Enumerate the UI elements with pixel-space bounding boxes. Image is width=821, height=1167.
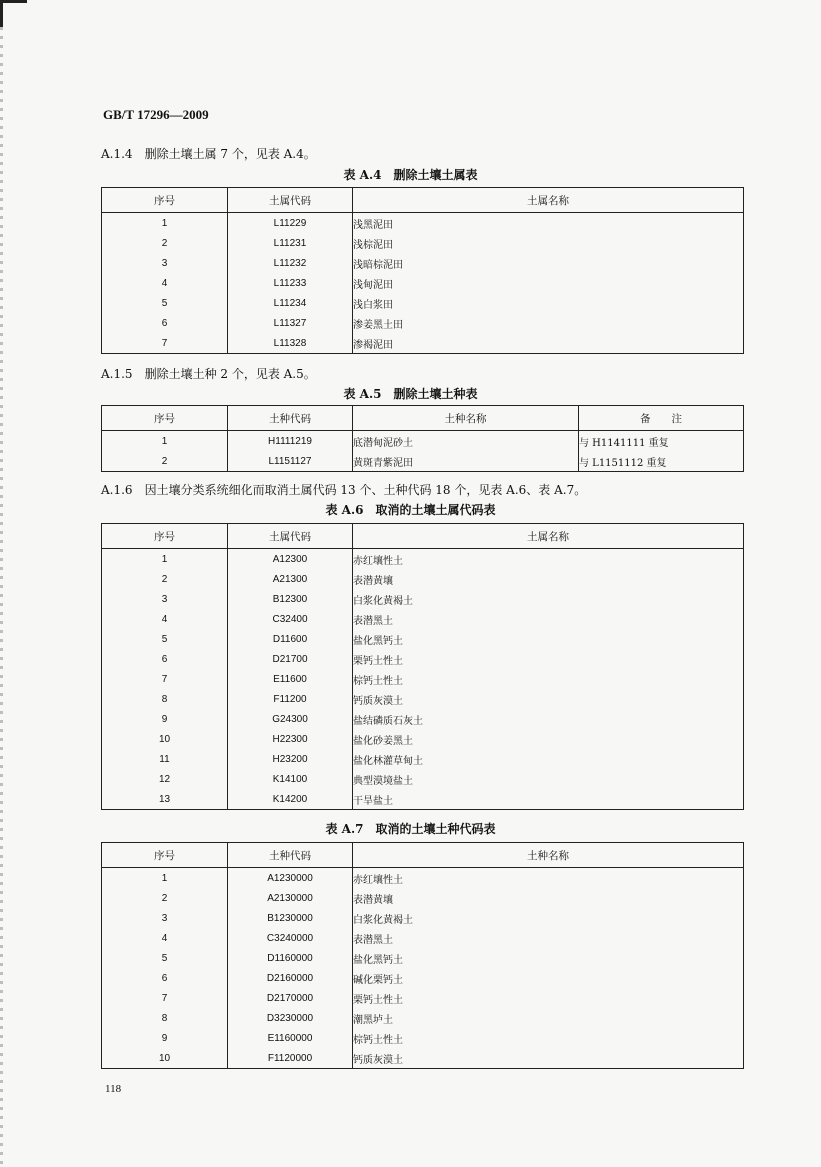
table-row (102, 1008, 744, 1028)
table-a6-caption: 表 A.6 取消的土壤土属代码表 (325, 503, 496, 517)
table-header-row (102, 188, 744, 213)
cell-name: 表潜黄壤 (353, 569, 744, 589)
cell-name: 棕钙土性土 (353, 669, 744, 689)
cell-seq: 13 (102, 789, 228, 810)
cell-seq: 2 (102, 888, 228, 908)
cell-name: 棕钙土性土 (353, 1028, 744, 1048)
cell-seq: 10 (102, 1048, 228, 1069)
table-row (102, 569, 744, 589)
table-a4-caption: 表 A.4 删除土壤土属表 (343, 168, 478, 182)
cell-name: 白浆化黄褐土 (353, 908, 744, 928)
table-row (102, 749, 744, 769)
cell-name: 潮黑垆土 (353, 1008, 744, 1028)
cell-name: 渗褐泥田 (353, 333, 744, 354)
cell-seq: 8 (102, 1008, 228, 1028)
cell-name: 赤红壤性土 (353, 868, 744, 889)
cell-seq: 1 (102, 431, 228, 452)
cell-name: 渗姜黑土田 (353, 313, 744, 333)
table-row (102, 928, 744, 948)
cell-code: B12300 (228, 589, 353, 609)
section-a14-text: A.1.4 删除土壤土属 7 个，见表 A.4。 (101, 147, 316, 161)
table-row (102, 333, 744, 354)
cell-code: E1160000 (228, 1028, 353, 1048)
table-row (102, 549, 744, 570)
cell-code: F1120000 (228, 1048, 353, 1069)
table-header-row (102, 406, 744, 431)
table-row (102, 888, 744, 908)
header-name: 土属名称 (353, 524, 744, 549)
cell-name: 盐化林灌草甸土 (353, 749, 744, 769)
cell-note: 与 H1141111 重复 (579, 431, 744, 452)
header-code: 土属代码 (228, 524, 353, 549)
cell-name: 浅黑泥田 (353, 213, 744, 234)
cell-seq: 6 (102, 313, 228, 333)
table-row (102, 213, 744, 234)
cell-name: 底潜甸泥砂土 (353, 431, 579, 452)
cell-name: 栗钙土性土 (353, 649, 744, 669)
cell-seq: 1 (102, 213, 228, 234)
table-a4 (101, 187, 744, 354)
cell-seq: 2 (102, 569, 228, 589)
table-row (102, 908, 744, 928)
cell-seq: 1 (102, 868, 228, 889)
cell-code: K14200 (228, 789, 353, 810)
table-row (102, 431, 744, 452)
table-row (102, 769, 744, 789)
cell-seq: 5 (102, 629, 228, 649)
cell-seq: 7 (102, 988, 228, 1008)
cell-seq: 12 (102, 769, 228, 789)
table-a7 (101, 842, 744, 1069)
cell-seq: 3 (102, 908, 228, 928)
table-row (102, 1048, 744, 1069)
cell-seq: 2 (102, 233, 228, 253)
table-row (102, 589, 744, 609)
cell-seq: 8 (102, 689, 228, 709)
section-a15-text: A.1.5 删除土壤土种 2 个，见表 A.5。 (101, 367, 316, 381)
cell-seq: 6 (102, 649, 228, 669)
cell-name: 碱化栗钙土 (353, 968, 744, 988)
cell-seq: 9 (102, 709, 228, 729)
cell-code: H22300 (228, 729, 353, 749)
table-row (102, 629, 744, 649)
cell-seq: 4 (102, 273, 228, 293)
table-row (102, 988, 744, 1008)
table-row (102, 948, 744, 968)
cell-code: E11600 (228, 669, 353, 689)
header-code: 土种代码 (228, 406, 353, 431)
cell-seq: 3 (102, 253, 228, 273)
cell-code: F11200 (228, 689, 353, 709)
header-code: 土种代码 (228, 843, 353, 868)
cell-code: A1230000 (228, 868, 353, 889)
header-seq: 序号 (102, 843, 228, 868)
cell-name: 浅棕泥田 (353, 233, 744, 253)
header-seq: 序号 (102, 524, 228, 549)
cell-seq: 6 (102, 968, 228, 988)
table-header-row (102, 524, 744, 549)
table-row (102, 669, 744, 689)
table-row (102, 689, 744, 709)
cell-code: L11231 (228, 233, 353, 253)
cell-code: L11327 (228, 313, 353, 333)
cell-code: L1151127 (228, 451, 353, 472)
cell-name: 盐化砂姜黑土 (353, 729, 744, 749)
cell-note: 与 L1151112 重复 (579, 451, 744, 472)
cell-name: 盐化黑钙土 (353, 629, 744, 649)
table-row (102, 273, 744, 293)
cell-code: C32400 (228, 609, 353, 629)
cell-code: L11233 (228, 273, 353, 293)
cell-code: A21300 (228, 569, 353, 589)
cell-seq: 7 (102, 669, 228, 689)
table-a5-caption: 表 A.5 删除土壤土种表 (343, 387, 478, 401)
cell-name: 浅白浆田 (353, 293, 744, 313)
cell-code: D3230000 (228, 1008, 353, 1028)
cell-seq: 11 (102, 749, 228, 769)
cell-code: D2170000 (228, 988, 353, 1008)
cell-name: 表潜黄壤 (353, 888, 744, 908)
table-a6 (101, 523, 744, 810)
header-name: 土属名称 (353, 188, 744, 213)
cell-name: 白浆化黄褐土 (353, 589, 744, 609)
header-seq: 序号 (102, 406, 228, 431)
cell-seq: 2 (102, 451, 228, 472)
cell-seq: 5 (102, 948, 228, 968)
table-row (102, 253, 744, 273)
cell-code: A2130000 (228, 888, 353, 908)
cell-name: 盐结磷质石灰土 (353, 709, 744, 729)
table-row (102, 451, 744, 472)
cell-code: D21700 (228, 649, 353, 669)
header-name: 土种名称 (353, 406, 579, 431)
table-row (102, 868, 744, 889)
cell-code: H1111219 (228, 431, 353, 452)
standard-code: GB/T 17296—2009 (103, 107, 209, 122)
cell-code: D11600 (228, 629, 353, 649)
table-row (102, 313, 744, 333)
page-number: 118 (105, 1083, 122, 1095)
cell-code: C3240000 (228, 928, 353, 948)
cell-name: 栗钙土性土 (353, 988, 744, 1008)
header-code: 土属代码 (228, 188, 353, 213)
cell-seq: 5 (102, 293, 228, 313)
cell-code: L11232 (228, 253, 353, 273)
cell-seq: 4 (102, 609, 228, 629)
table-a7-caption: 表 A.7 取消的土壤土种代码表 (325, 822, 496, 836)
header-name: 土种名称 (353, 843, 744, 868)
cell-seq: 3 (102, 589, 228, 609)
cell-code: B1230000 (228, 908, 353, 928)
cell-seq: 1 (102, 549, 228, 570)
table-row (102, 709, 744, 729)
table-a5 (101, 405, 744, 472)
header-note: 备 注 (579, 406, 744, 431)
table-row (102, 729, 744, 749)
cell-name: 钙质灰漠土 (353, 689, 744, 709)
cell-seq: 7 (102, 333, 228, 354)
scan-corner-mark (0, 0, 27, 27)
cell-code: G24300 (228, 709, 353, 729)
section-a16-text: A.1.6 因土壤分类系统细化而取消土属代码 13 个、土种代码 18 个，见表 A.6、表 A.7。 (101, 483, 587, 497)
cell-code: L11328 (228, 333, 353, 354)
cell-code: L11229 (228, 213, 353, 234)
table-row (102, 968, 744, 988)
cell-name: 浅暗棕泥田 (353, 253, 744, 273)
cell-name: 盐化黑钙土 (353, 948, 744, 968)
cell-name: 黄斑青紫泥田 (353, 451, 579, 472)
table-header-row (102, 843, 744, 868)
table-row (102, 233, 744, 253)
cell-code: H23200 (228, 749, 353, 769)
header-seq: 序号 (102, 188, 228, 213)
cell-name: 赤红壤性土 (353, 549, 744, 570)
table-row (102, 1028, 744, 1048)
cell-name: 典型漠境盐土 (353, 769, 744, 789)
cell-code: A12300 (228, 549, 353, 570)
cell-code: D1160000 (228, 948, 353, 968)
cell-code: L11234 (228, 293, 353, 313)
cell-seq: 10 (102, 729, 228, 749)
table-row (102, 789, 744, 810)
table-row (102, 293, 744, 313)
cell-code: K14100 (228, 769, 353, 789)
cell-seq: 9 (102, 1028, 228, 1048)
cell-code: D2160000 (228, 968, 353, 988)
table-row (102, 609, 744, 629)
cell-name: 表潜黑土 (353, 928, 744, 948)
table-row (102, 649, 744, 669)
cell-seq: 4 (102, 928, 228, 948)
cell-name: 干旱盐土 (353, 789, 744, 810)
cell-name: 浅甸泥田 (353, 273, 744, 293)
cell-name: 钙质灰漠土 (353, 1048, 744, 1069)
cell-name: 表潜黑土 (353, 609, 744, 629)
